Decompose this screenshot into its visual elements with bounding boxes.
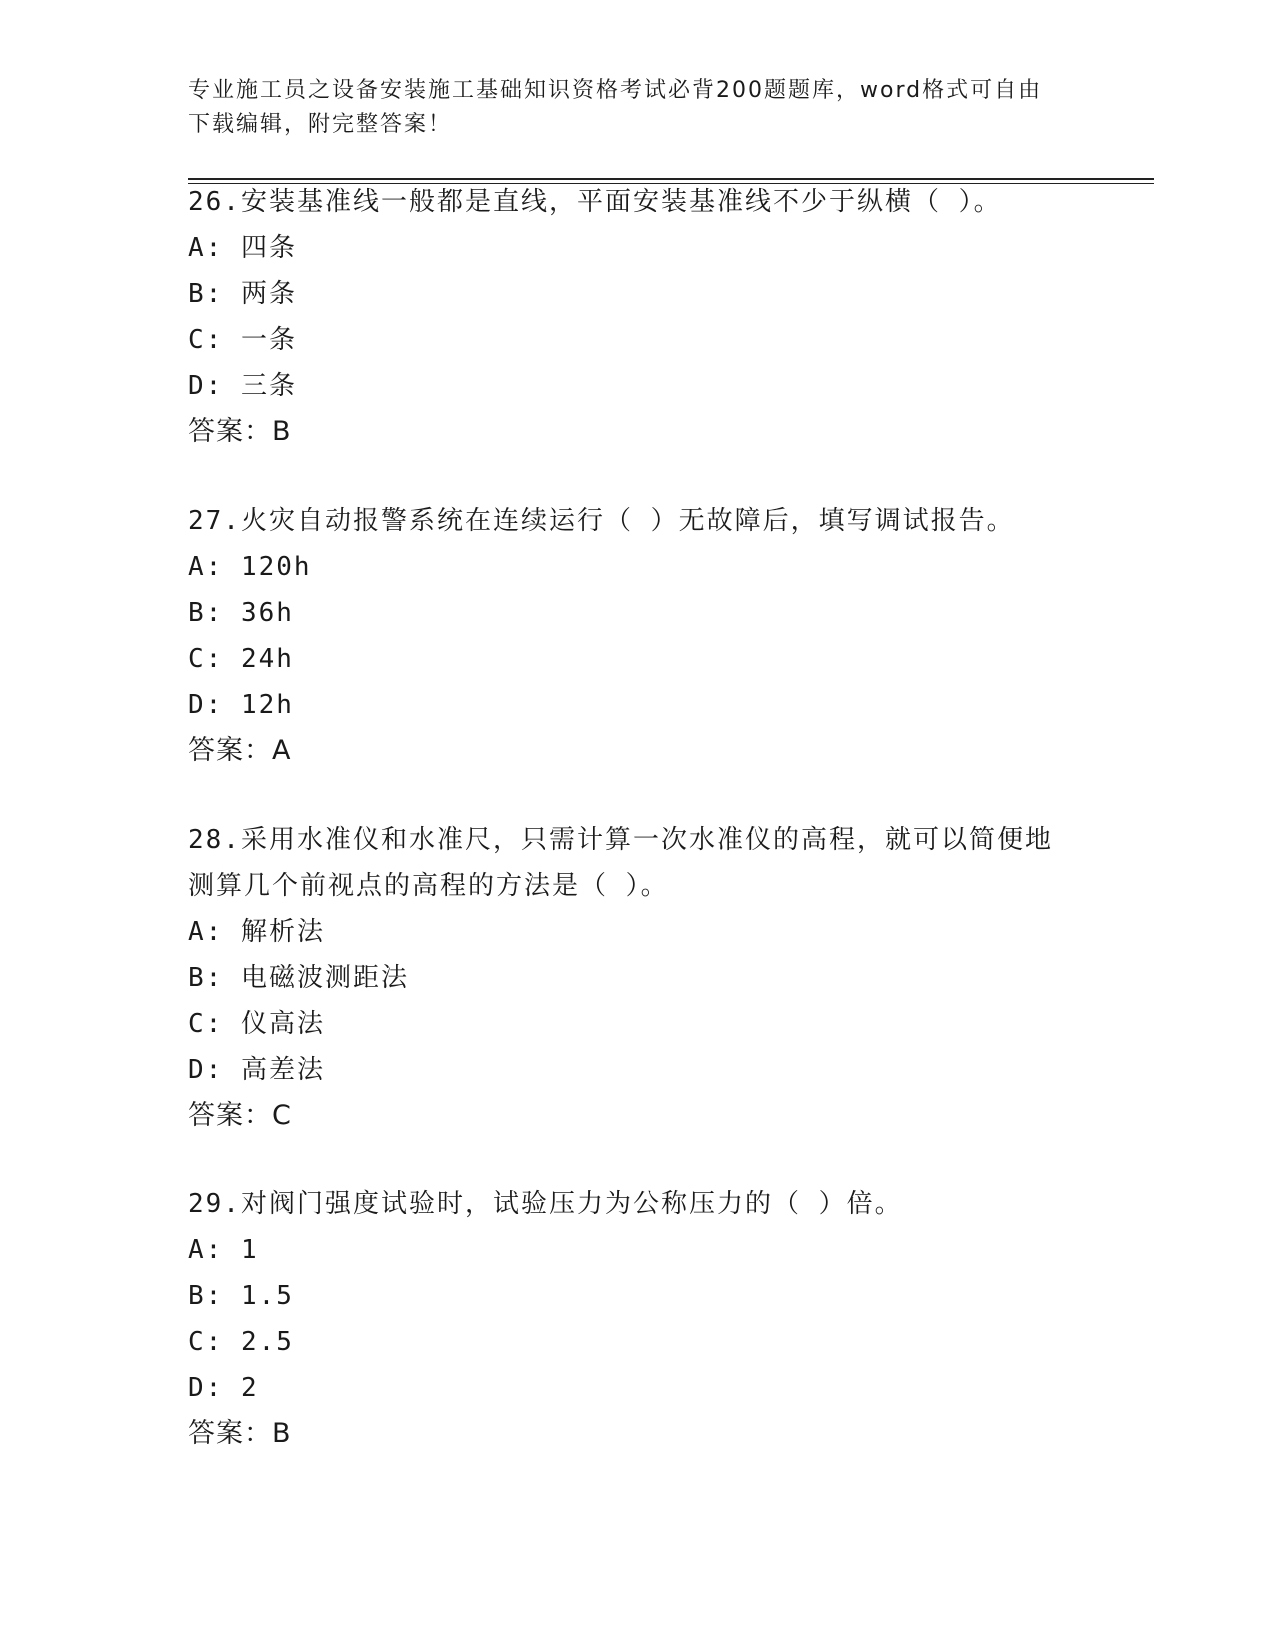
answer: 答案：A	[188, 735, 292, 766]
option-d: D: 12h	[188, 690, 294, 720]
question-28	[188, 817, 1088, 1139]
question-stem: 26.安装基准线一般都是直线，平面安装基准线不少于纵横（ ）。	[188, 187, 1002, 217]
option-d: D: 高差法	[188, 1055, 325, 1085]
header-line-2: 下载编辑，附完整答案！	[188, 112, 453, 137]
document-header	[188, 74, 1088, 142]
question-29	[188, 1181, 1088, 1457]
header-line-1: 专业施工员之设备安装施工基础知识资格考试必背200题题库，word格式可自由	[188, 78, 1043, 103]
option-a: A: 四条	[188, 233, 297, 263]
question-stem-line-2: 测算几个前视点的高程的方法是（ ）。	[188, 871, 669, 901]
question-27	[188, 498, 1088, 774]
option-a: A: 解析法	[188, 917, 325, 947]
question-stem-line-1: 28.采用水准仪和水准尺，只需计算一次水准仪的高程，就可以简便地	[188, 825, 1053, 855]
option-c: C: 2.5	[188, 1327, 294, 1357]
question-26	[188, 179, 1088, 455]
option-c: C: 仪高法	[188, 1009, 325, 1039]
option-a: A: 1	[188, 1235, 259, 1265]
option-d: D: 三条	[188, 371, 297, 401]
question-stem: 27.火灾自动报警系统在连续运行（ ）无故障后，填写调试报告。	[188, 506, 1015, 536]
answer: 答案：B	[188, 1418, 292, 1449]
question-stem: 29.对阀门强度试验时，试验压力为公称压力的（ ）倍。	[188, 1189, 903, 1219]
option-b: B: 1.5	[188, 1281, 294, 1311]
option-d: D: 2	[188, 1373, 259, 1403]
answer: 答案：C	[188, 1100, 292, 1131]
option-b: B: 电磁波测距法	[188, 963, 409, 993]
answer: 答案：B	[188, 416, 292, 447]
option-b: B: 两条	[188, 279, 297, 309]
option-c: C: 一条	[188, 325, 297, 355]
option-a: A: 120h	[188, 552, 312, 582]
option-c: C: 24h	[188, 644, 294, 674]
option-b: B: 36h	[188, 598, 294, 628]
